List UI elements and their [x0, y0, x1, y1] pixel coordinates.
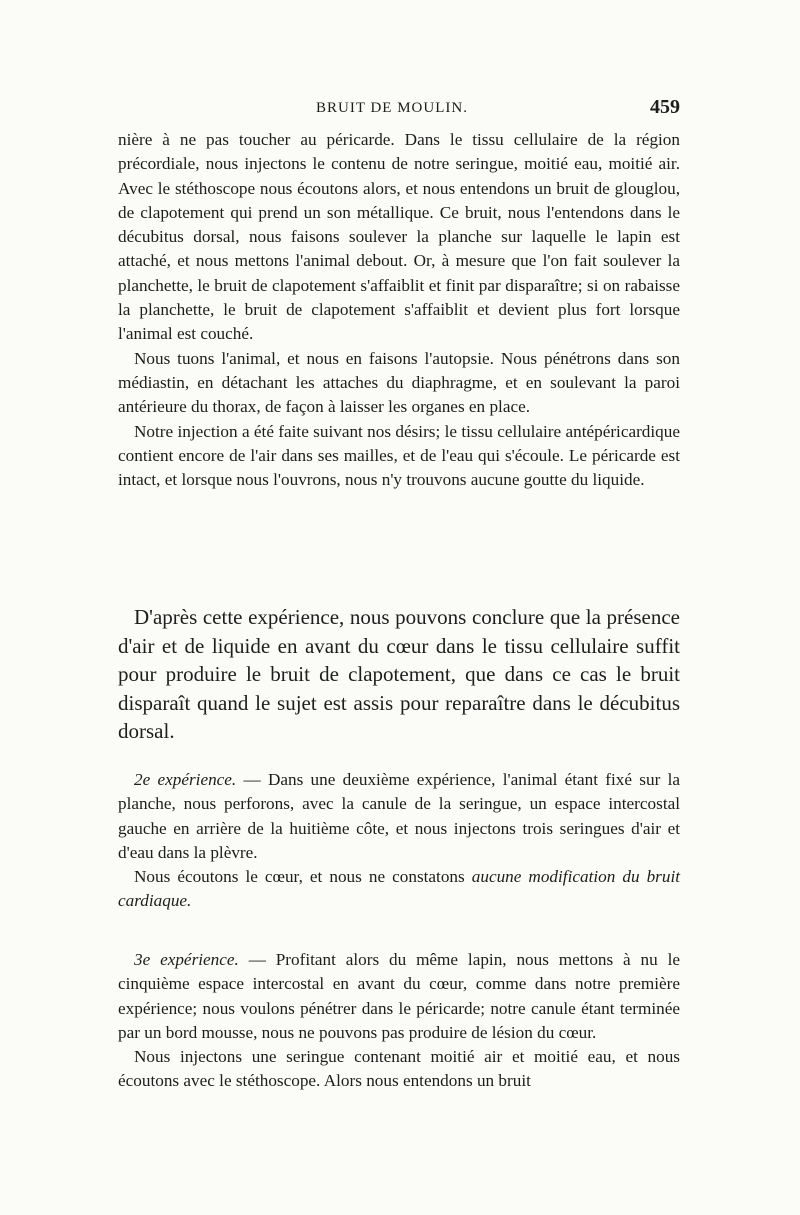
page-number: 459 — [650, 96, 680, 118]
experiment-3-text: — Profitant alors du même lapin, nous mettons à nu le cinquième espace intercostal en avant du cœur, comme dans notre première expérience; nous voulons pénétrer dans le péricarde; notre canule étant terminée par un bord mousse, nous ne pouvons pas produire de lésion du cœur. — [118, 950, 680, 1042]
paragraph-2: Nous tuons l'animal, et nous en faisons l'autopsie. Nous pénétrons dans son médiastin, en détachant les attaches du diaphragme, et en soulevant la paroi antérieure du thorax, de façon à laisser les organes en place. — [118, 348, 680, 417]
experiment-3-label: 3e expérience. — [134, 950, 239, 969]
paragraph-experiment-2 — [118, 768, 680, 865]
paragraph-experiment-3 — [118, 948, 680, 1045]
experiment-2-label: 2e expérience. — [134, 770, 237, 789]
text-block-top — [118, 128, 680, 492]
page-header — [118, 96, 680, 120]
experiment-3-block — [118, 948, 680, 1094]
paragraph-3: Notre injection a été faite suivant nos désirs; le tissu cellulaire antépéricardique contient encore de l'air dans ses mailles, et de l'eau qui s'écoule. Le péricarde est intact, et lorsque nous l'ouvrons, nous n'y trouvons aucune goutte du liquide. — [118, 421, 680, 490]
paragraph-6-start: Nous écoutons le cœur, et nous ne constatons — [134, 867, 465, 887]
experiment-2-text: — Dans une deuxième expérience, l'animal étant fixé sur la planche, nous perforons, avec la canule de la seringue, un espace intercostal gauche en arrière de la huitième côte, et nous injectons trois seringues d'air et d'eau dans la plèvre. — [118, 770, 680, 862]
paragraph-6 — [118, 865, 680, 914]
paragraph-1: nière à ne pas toucher au péricarde. Dans le tissu cellulaire de la région précordiale, nous injectons le contenu de notre seringue, moitié eau, moitié air. Avec le stéthoscope nous écoutons alors, et nous entendons un bruit de glouglou, de clapotement qui prend un son métallique. Ce bruit, nous l'entendons dans le décubitus dorsal, nous faisons soulever la planche sur laquelle le lapin est attaché, et nous mettons l'animal debout. Or, à mesure que l'on fait soulever la planchette, le bruit de clapotement s'affaiblit et finit par disparaître; si on rabaisse la planchette, le bruit de clapotement s'affaiblit et devient plus fort lorsque l'animal est couché. — [118, 130, 680, 344]
paragraph-8: Nous injectons une seringue contenant moitié air et moitié eau, et nous écoutons avec le stéthoscope. Alors nous entendons un bruit — [118, 1047, 680, 1091]
paragraph-conclusion: D'après cette expérience, nous pouvons conclure que la présence d'air et de liquide en avant du cœur dans le tissu cellulaire suffit pour produire le bruit de clapotement, que dans ce cas le bruit disparaît quand le sujet est assis pour reparaître dans le décubitus dorsal. — [118, 605, 680, 743]
running-head: BRUIT DE MOULIN. — [316, 100, 468, 116]
conclusion-block — [118, 603, 680, 746]
paragraph-6-italic: aucune modification du bruit cardiaque. — [118, 867, 681, 911]
experiment-2-block — [118, 768, 680, 914]
